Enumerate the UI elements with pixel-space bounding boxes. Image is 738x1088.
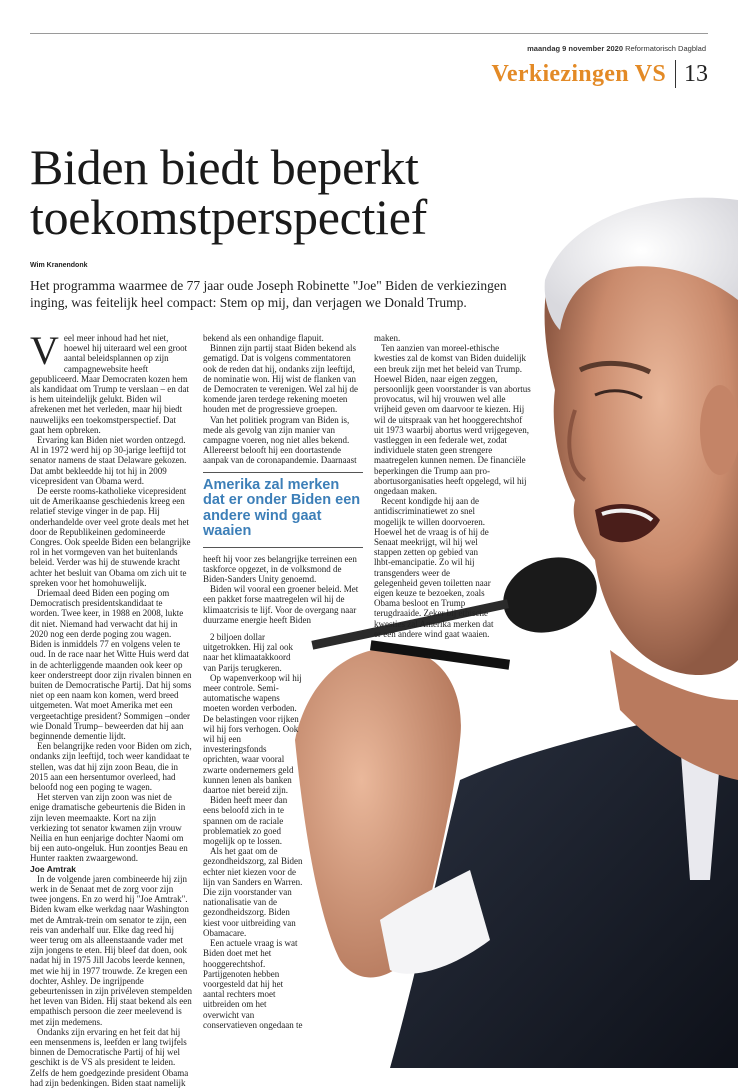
article-column-1 bbox=[30, 328, 192, 1088]
body-paragraph: Een actuele vraag is wat Biden doet met het hooggerechtshof. Partijgenoten hebben voorgesteld dat hij het aantal rechters moet uitbreiden om het overwicht van conservatieven ongedaan te bbox=[203, 938, 303, 1030]
body-paragraph: In de volgende jaren combineerde hij zijn werk in de Senaat met de zorg voor zijn twee jongens. En zo werd hij "Joe Amtrak". Biden kwam elke werkdag naar Washington met de Amtrak-trein om senator te zijn, een reis van anderhalf uur. Elke dag reed hij weer terug om als alleenstaande vader met zijn jongens te eten. Hij bleef dat doen, ook nadat hij in 1975 Jill Jacobs leerde kennen, met wie hij in 1977 trouwde. Ze kregen een dochter, Ashley. De ingrijpende gebeurtenissen in zijn privéleven stempelden het leven van Biden. Hij staat bekend als een empathisch persoon die zeer meelevend is met zijn medemens. bbox=[30, 873, 192, 1027]
body-paragraph: De eerste rooms-katholieke vicepresident uit de Amerikaanse geschiedenis kreeg een relatief stevige vinger in de pap. Hij onderhandelde over veel grote deals met het door de Republikeinen gedomineerde Congres. Ook speelde Biden een belangrijke rol in het vormgeven van het buitenlands beleid. Verder was hij de stuwende kracht achter het besluit van Obama om zich uit te spreken voor het homohuwelijk. bbox=[30, 486, 191, 588]
article-column-2 bbox=[203, 333, 363, 625]
body-paragraph: Recent kondigde hij aan de antidiscriminatiewet zo snel mogelijk te willen doorvoeren. Hoewel het de vraag is of hij de Senaat meekrijgt, wil hij wel stappen zetten op gebied van lhbt-emancipatie. Zo wil hij transgenders weer de gelegenheid geven toiletten naar eigen keuze te bezoeken, zoals Obama besloot en Trump terugdraaide. Zeker bij ethische kwesties zal Amerika merken dat er een andere wind gaat waaien. bbox=[374, 496, 494, 639]
pull-quote: Amerika zal merken dat er onder Biden een andere wind gaat waaien bbox=[203, 472, 363, 548]
body-paragraph: heeft hij voor zes belangrijke terreinen een taskforce opgezet, in de volksmond de Biden-Sanders Unity genoemd. bbox=[203, 553, 357, 585]
subheading: Joe Amtrak bbox=[30, 863, 76, 874]
lead-paragraph: Het programma waarmee de 77 jaar oude Joseph Robinette "Joe" Biden de verkiezingen inging, was feitelijk heel compact: Stem op mij, dan verjagen we Donald Trump. bbox=[30, 278, 507, 310]
paper-name: Reformatorisch Dagblad bbox=[625, 44, 706, 53]
page-number: 13 bbox=[684, 60, 708, 87]
issue-date: maandag 9 november 2020 bbox=[527, 44, 624, 53]
body-paragraph: Biden wil vooral een groener beleid. Met een pakket forse maatregelen wil hij de klimaatcrisis te lijf. Voor de overgang naar duurzame energie heeft Biden bbox=[203, 584, 359, 625]
section-header bbox=[491, 60, 708, 88]
body-paragraph: Veel meer inhoud had het niet, hoewel hij uiteraard wel een groot aantal beleidsplannen op zijn campagnewebsite heeft gepubliceerd. Maar Democraten kozen hem als kandidaat om Trump te verslaan – en dat is hem uiteindelijk gelukt. Biden wil afrekenen met het verleden, maar hij biedt nauwelijks een toekomstperspectief. Dat gaat hem opbreken. bbox=[30, 328, 189, 435]
header-rule bbox=[30, 33, 708, 34]
headline: Biden biedt beperkt toekomstperspectief bbox=[30, 139, 427, 245]
article-column-3 bbox=[374, 333, 532, 639]
body-paragraph: Op wapenverkoop wil hij meer controle. Semi-automatische wapens moeten worden verboden. De belastingen voor rijken wil hij fors verhogen. Ook wil hij een investeringsfonds oprichten, waar vooral zwarte ondernemers geld kunnen lenen als banken daartoe niet bereid zijn. bbox=[203, 672, 302, 796]
body-paragraph: 2 biljoen dollar uitgetrokken. Hij zal ook naar het klimaatakkoord van Parijs terugkeren. bbox=[203, 632, 293, 673]
dropcap: V bbox=[30, 328, 59, 373]
body-paragraph: Ervaring kan Biden niet worden ontzegd. Al in 1972 werd hij op 30-jarige leeftijd tot senator namens de staat Delaware gekozen. Dat ambt bekleedde hij tot hij in 2009 vicepresident van Obama werd. bbox=[30, 435, 187, 486]
body-paragraph: Ondanks zijn ervaring en het feit dat hij een mensenmens is, leefden er lang twijfels binnen de Democratische Partij of hij wel geschikt is de VS als president te leiden. Zelfs de hem goedgezinde president Obama had zijn bedenkingen. Biden staat namelijk bbox=[30, 1026, 189, 1088]
body-paragraph: Het sterven van zijn zoon was niet de enige dramatische gebeurtenis die Biden in zijn leven meemaakte. Kort na zijn verkiezing tot senator kwamen zijn vrouw Neilia en hun eenjarige dochter Naomi om bij een auto-ongeluk. Hun zoontjes Beau en Hunter raakten zwaargewond. bbox=[30, 792, 188, 864]
body-paragraph: Als het gaat om de gezondheidszorg, zal Biden echter niet kiezen voor de lijn van Sanders en Warren. Die zijn voorstander van nationalisatie van de gezondheidszorg. Biden kiest voor uitbreiding van Obamacare. bbox=[203, 846, 303, 938]
article-column-2-narrow bbox=[203, 632, 303, 1030]
body-paragraph: maken. bbox=[374, 333, 401, 343]
section-title: Verkiezingen VS bbox=[491, 60, 666, 87]
byline: Wim Kranendonk bbox=[30, 262, 88, 269]
section-divider bbox=[675, 60, 676, 88]
body-paragraph: Van het politiek program van Biden is, mede als gevolg van zijn manier van campagne voeren, nog niet alles bekend. Allereerst belooft hij een doortastende aanpak van de coronapandemie. Daarnaast bbox=[203, 414, 357, 466]
body-paragraph: Een belangrijke reden voor Biden om zich, ondanks zijn leeftijd, toch weer kandidaat te stellen, was dat hij zijn zoon Beau, die in 2015 aan een hersentumor overleed, had beloofd nog een poging te wagen. bbox=[30, 741, 192, 792]
body-paragraph: Binnen zijn partij staat Biden bekend als gematigd. Dat is volgens commentatoren ook de reden dat hij, ondanks zijn leeftijd, de nominatie won. Hij wist de flanken van de Democraten te verenigen. Wel zal hij de komende jaren terdege rekening moeten houden met de progressieve groepen. bbox=[203, 343, 359, 415]
body-paragraph: Ten aanzien van moreel-ethische kwesties zal de komst van Biden duidelijk een breuk zijn met het beleid van Trump. Hoewel Biden, naar eigen zeggen, persoonlijk geen voorstander is van abortus provocatus, wil hij vrouwen wel alle vrijheid geven om daarvoor te kiezen. Hij wil de uitspraak van het hooggerechtshof uit 1973 waarbij abortus werd vrijgegeven, vastleggen in een federale wet, zodat individuele staten geen strengere maatregelen kunnen nemen. De financiële beperkingen die Trump aan pro-abortusorganisaties heeft opgelegd, wil hij ongedaan maken. bbox=[374, 343, 531, 497]
dateline bbox=[527, 44, 706, 53]
body-paragraph: Biden heeft meer dan eens beloofd zich in te spannen om de raciale problematiek zo goed mogelijk op te lossen. bbox=[203, 795, 288, 847]
body-paragraph: bekend als een onhandige flapuit. bbox=[203, 333, 324, 343]
body-paragraph: Driemaal deed Biden een poging om Democratisch presidentskandidaat te worden. Twee keer, in 1988 en 2008, lukte dit niet. Niemand had verwacht dat hij in 2020 nog een derde poging zou wagen. Biden is inmiddels 77 en volgens velen te oud. In de race naar het Witte Huis werd dat in de achterliggende maanden ook keer op keer onderstreept door zijn rivalen binnen en buiten de Democratische Partij. Dat hij soms niet op een naam kon komen, werd breed uitgemeten. Wat moet Amerika met een vergeetachtige president? Sommigen –onder wie Donald Trump– beweerden dat hij aan beginnende dementie lijdt. bbox=[30, 588, 192, 741]
